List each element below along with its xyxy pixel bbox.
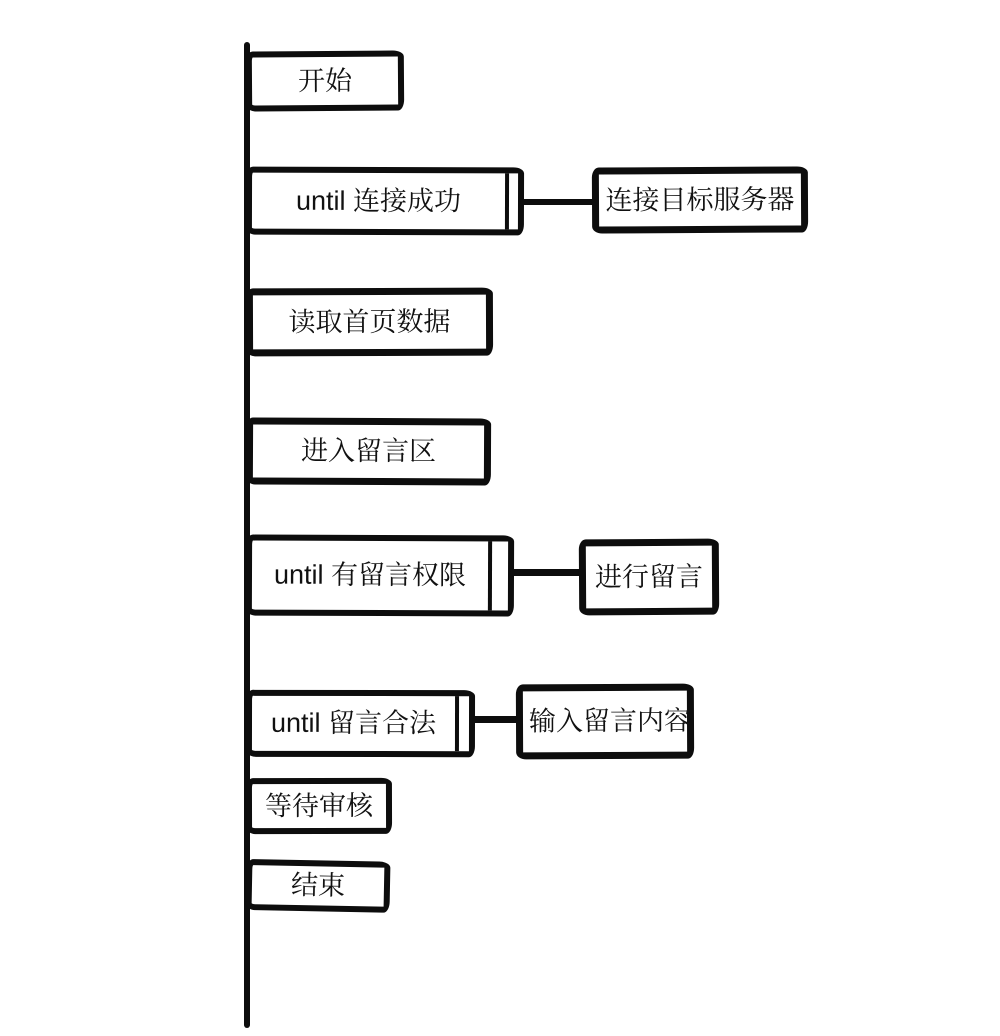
connector-until-permission <box>510 569 582 576</box>
node-until-connect-label: until 连接成功 <box>295 185 462 216</box>
node-read-home <box>246 288 493 357</box>
node-input-content-label: 输入留言内容 <box>528 705 692 737</box>
node-post-message <box>579 539 719 616</box>
node-connect-server <box>592 166 808 233</box>
node-post-message-label: 进行留言 <box>594 561 704 592</box>
node-wait-review-label: 等待审核 <box>264 790 374 821</box>
connector-until-connect <box>520 199 596 205</box>
node-until-valid-label: until 留言合法 <box>270 707 437 739</box>
connector-until-valid <box>472 716 519 723</box>
node-start-label: 开始 <box>297 65 353 96</box>
node-enter-board <box>246 417 491 485</box>
node-start <box>246 50 404 111</box>
node-until-valid <box>246 690 475 757</box>
node-until-connect <box>246 167 524 236</box>
node-until-permission-label: until 有留言权限 <box>273 559 467 591</box>
node-wait-review <box>246 778 392 834</box>
until-loop-strip <box>488 541 508 610</box>
until-loop-strip <box>505 173 518 229</box>
node-end-label: 结束 <box>290 869 346 901</box>
node-enter-board-label: 进入留言区 <box>300 435 437 467</box>
node-connect-server-label: 连接目标服务器 <box>605 184 795 215</box>
node-input-content <box>516 684 694 760</box>
until-loop-strip <box>455 696 469 751</box>
node-until-permission <box>246 535 514 617</box>
node-read-home-label: 读取首页数据 <box>288 306 451 337</box>
node-end <box>246 859 391 913</box>
